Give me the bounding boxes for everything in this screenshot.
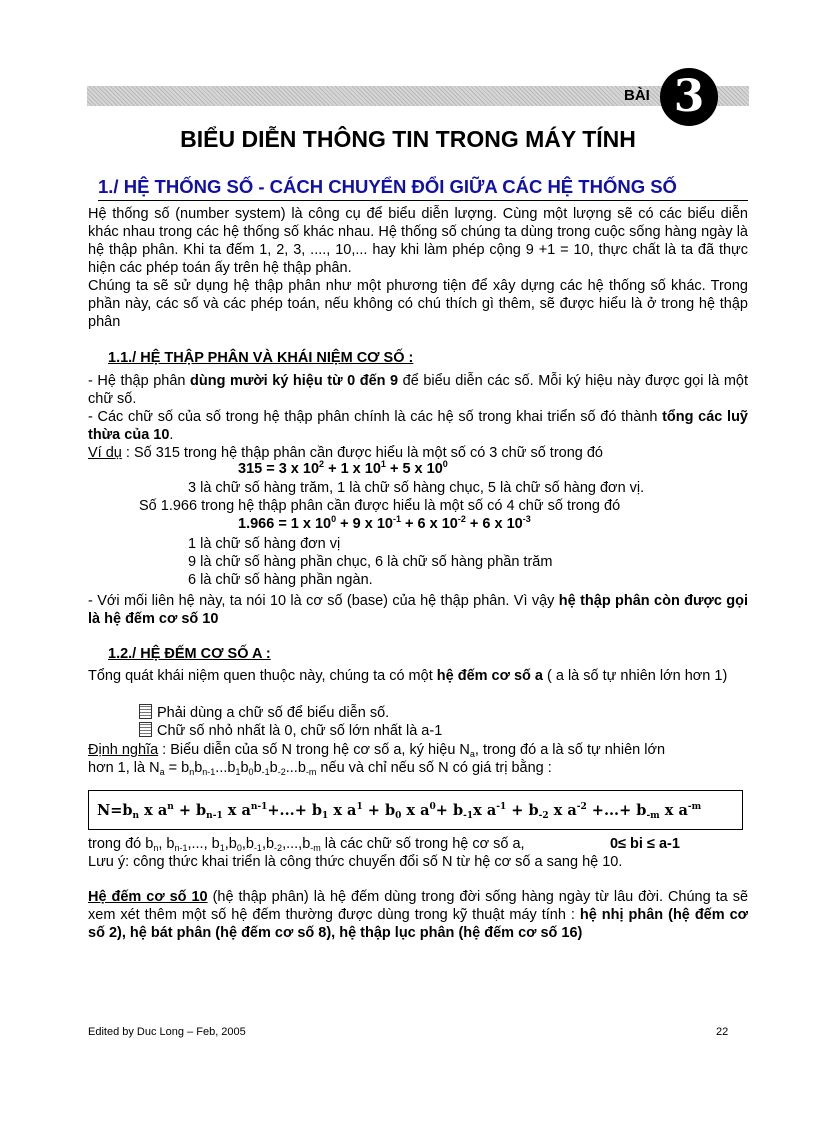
- example-1966: Số 1.966 trong hệ thập phân cần được hiểu là một số có 4 chữ số trong đó: [139, 498, 621, 514]
- section11-para2: - Các chữ số của số trong hệ thập phân chính là các hệ số trong khai triển số đó thành tổng các luỹ thừa của 10.: [88, 409, 748, 443]
- definition-line-1: Định nghĩa : Biểu diễn của số N trong hệ cơ số a, ký hiệu $N_a$, trong đó a là số tự nhiên lớn: [88, 742, 666, 759]
- lesson-number-badge: 3: [660, 68, 718, 126]
- section1-para1: Hệ thống số (number system) là công cụ để biểu diễn lượng. Cùng một lượng sẽ có các biểu diễn khác nhau trong các hệ thống số khác nhau. Hệ thống số chúng ta dùng trong cuộc sống hàng ngày là hệ thập phân. Khi ta đếm 1, 2, 3, ...., 10,... hay khi làm phép cộng 9 +1 = 10, thực chất là ta đã thực hiện các phép toán ấy trên hệ thập phân.: [88, 206, 748, 276]
- section-heading-1: 1./ HỆ THỐNG SỐ - CÁCH CHUYỂN ĐỔI GIỮA CÁC HỆ THỐNG SỐ: [98, 176, 748, 201]
- section-heading-1-1: 1.1./ HỆ THẬP PHÂN VÀ KHÁI NIỆM CƠ SỐ :: [108, 350, 414, 366]
- bullet-item-1: Phải dùng a chữ số để biểu diễn số.: [139, 704, 389, 721]
- section1-para2: Chúng ta sẽ sử dụng hệ thập phân như một phương tiện để xây dựng các hệ thống số khác. Trong phần này, các số và các phép toán, nếu không có chú thích gì thêm, sẽ được hiểu là ở trong hệ thập phân: [88, 278, 748, 330]
- formula-1966: 1.966 = 1 x $10^0 + 9$ x $10^{-1} + 6$ x $10^{-2} + 6$ x $10^{-3}$: [238, 514, 531, 532]
- footer-credit: Edited by Duc Long – Feb, 2005: [88, 1026, 246, 1038]
- section11-para3: - Với mối liên hệ này, ta nói 10 là cơ số (base) của hệ thập phân. Vì vậy hệ thập phân còn được gọi là hệ đếm cơ số 10: [88, 593, 748, 627]
- page-number: 22: [716, 1026, 729, 1038]
- section11-para1: - Hệ thập phân dùng mười ký hiệu từ 0 đến 9 để biểu diễn các số. Mỗi ký hiệu này được gọi là một chữ số.: [88, 373, 748, 407]
- example-line: Ví dụ : Số 315 trong hệ thập phân cần được hiểu là một số có 3 chữ số trong đó: [88, 445, 604, 461]
- expansion-formula: $N=b_n$ x $a^n + b_{n-1}$ x $a^{n-1}+...+ b_1$ x $a^1 + b_0$ x $a^0+ b_{-1}x$ $a^{-1} + b_{-2}$ x $a^{-2}$ +...+ $b_{-m}$ x $a^{-m}$: [88, 790, 743, 830]
- bullet-item-2: Chữ số nhỏ nhất là 0, chữ số lớn nhất là a-1: [139, 722, 442, 739]
- formula-315-desc: 3 là chữ số hàng trăm, 1 là chữ số hàng chục, 5 là chữ số hàng đơn vị.: [188, 480, 645, 496]
- notepad-icon: [139, 722, 152, 737]
- digits-explanation: trong đó $b_n$, $b_{n-1}$,..., $b_1,b_0,b_{-1},b_{-2},...,b_{-m}$ là các chữ số trong hệ cơ số a, 0≤ bi ≤ a-1: [88, 836, 680, 853]
- section12-para1: Tổng quát khái niệm quen thuộc này, chúng ta có một hệ đếm cơ số a ( a là số tự nhiên lớn hơn 1): [88, 668, 728, 684]
- section-heading-1-2: 1.2./ HỆ ĐẾM CƠ SỐ A :: [108, 646, 271, 662]
- digit-desc-1: 1 là chữ số hàng đơn vị: [188, 536, 341, 552]
- note-line: Lưu ý: công thức khai triển là công thức chuyển đổi số N từ hệ cơ số a sang hệ 10.: [88, 854, 623, 870]
- digit-desc-2: 9 là chữ số hàng phần chục, 6 là chữ số hàng phần trăm: [188, 554, 553, 570]
- lesson-label: BÀI: [624, 87, 650, 104]
- page-title: BIỂU DIỄN THÔNG TIN TRONG MÁY TÍNH: [180, 126, 636, 152]
- digit-desc-3: 6 là chữ số hàng phần ngàn.: [188, 572, 373, 588]
- definition-line-2: hơn 1, là $N_a = b_nb_{n-1}...b_1b_0b_{-1}b_{-2}...b_{-m}$ nếu và chỉ nếu số N có giá trị bằng :: [88, 760, 552, 777]
- final-paragraph: Hệ đếm cơ số 10 (hệ thập phân) là hệ đếm dùng trong đời sống hàng ngày từ lâu đời. Chúng ta sẽ xem xét thêm một số hệ đếm thường được dùng trong kỹ thuật máy tính : hệ nhị phân (hệ đếm cơ số 2), hệ bát phân (hệ đếm cơ số 8), hệ thập lục phân (hệ đếm cơ số 16): [88, 889, 749, 941]
- notepad-icon: [139, 704, 152, 719]
- formula-315: 315 = 3 x $10^2 + 1$ x $10^1 + 5$ x $10^0$: [238, 459, 448, 477]
